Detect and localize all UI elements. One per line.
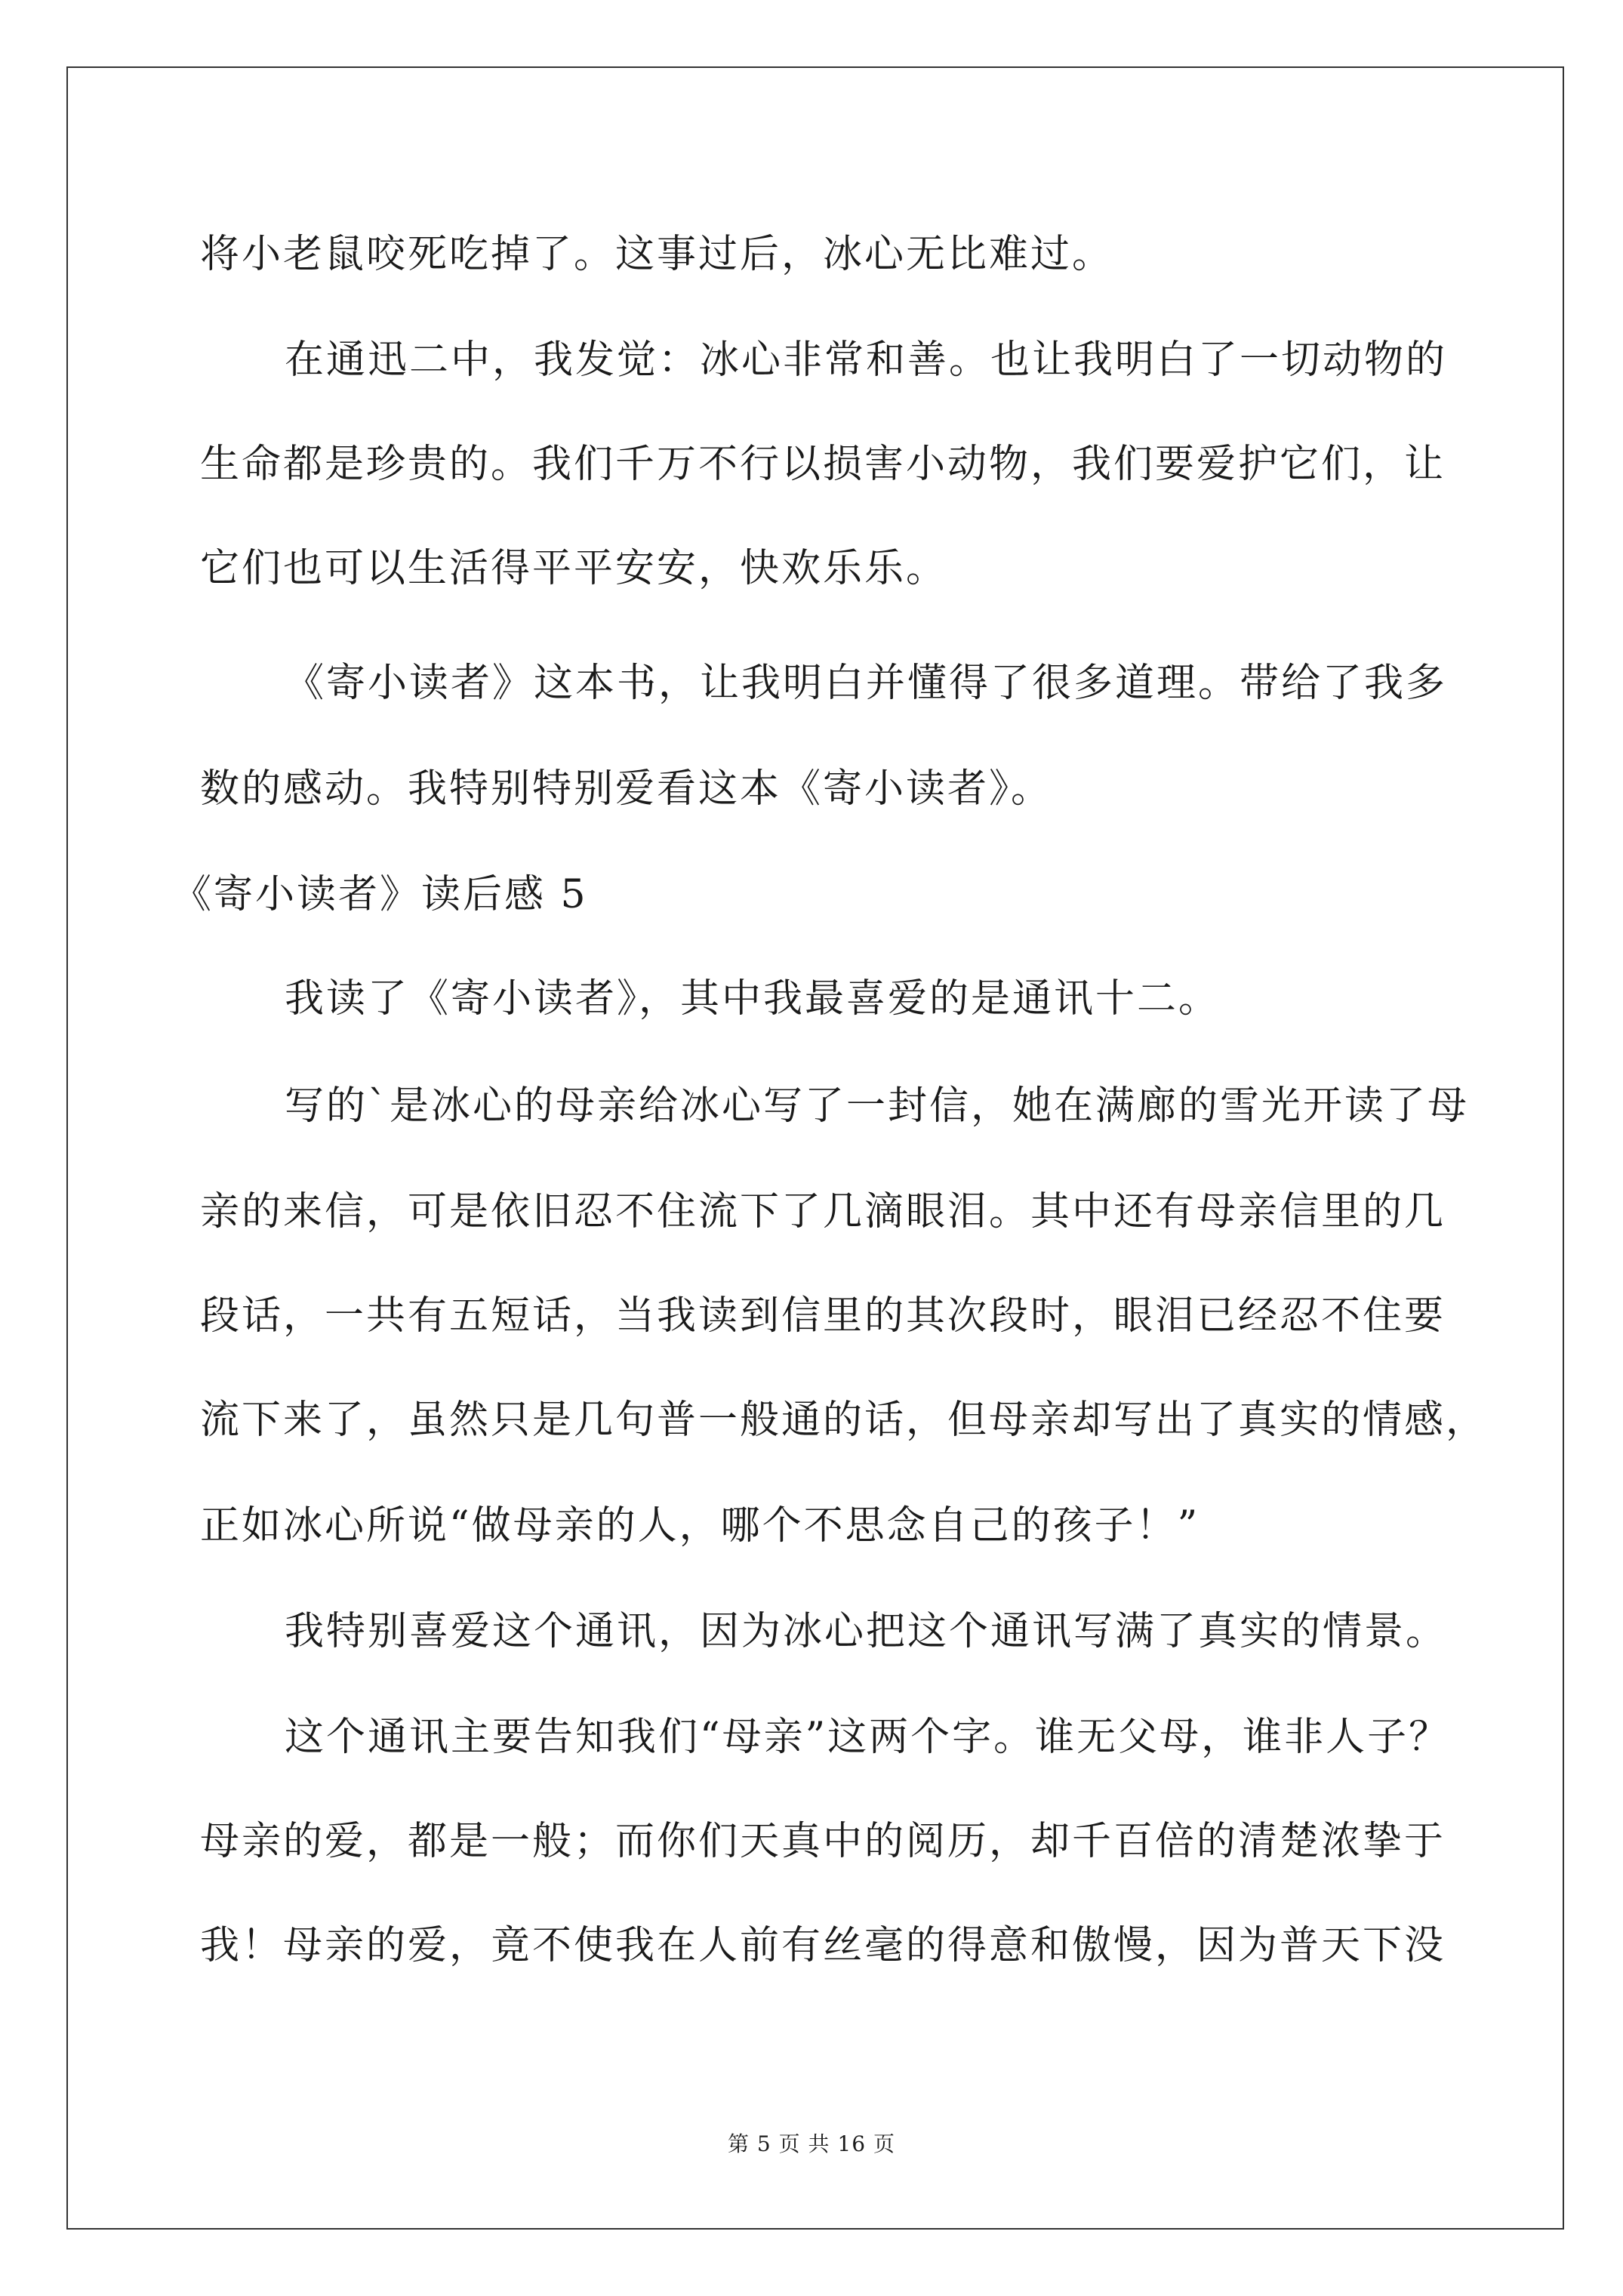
paragraph-line: 我特别喜爱这个通讯，因为冰心把这个通讯写满了真实的情景。 xyxy=(285,1609,1448,1654)
page-border xyxy=(66,66,1564,2230)
page-number-footer: 第 5 页 共 16 页 xyxy=(728,2131,895,2156)
text-line: 数的感动。我特别特别爱看这本《寄小读者》。 xyxy=(200,766,1053,812)
text-line: 我！母亲的爱，竟不使我在人前有丝毫的得意和傲慢，因为普天下没 xyxy=(200,1923,1446,1968)
text-line: 段话，一共有五短话，当我读到信里的其次段时，眼泪已经忍不住要 xyxy=(200,1293,1446,1339)
paragraph-line: 我读了《寄小读者》，其中我最喜爱的是通讯十二。 xyxy=(285,976,1221,1022)
text-line: 母亲的爱，都是一般；而你们天真中的阅历，却千百倍的清楚浓挚于 xyxy=(200,1819,1446,1864)
text-line: 流下来了，虽然只是几句普一般通的话，但母亲却写出了真实的情感， xyxy=(200,1398,1488,1443)
paragraph-line: 在通迅二中，我发觉：冰心非常和善。也让我明白了一切动物的 xyxy=(285,337,1448,383)
paragraph-line: 这个通讯主要告知我们“母亲”这两个字。谁无父母，谁非人子？ xyxy=(285,1715,1451,1760)
text-line: 它们也可以生活得平平安安，快欢乐乐。 xyxy=(200,546,948,591)
text-line: 亲的来信，可是依旧忍不住流下了几滴眼泪。其中还有母亲信里的几 xyxy=(200,1189,1446,1234)
text-line: 将小老鼠咬死吃掉了。这事过后，冰心无比难过。 xyxy=(200,232,1114,277)
text-line: 生命都是珍贵的。我们千万不行以损害小动物，我们要爱护它们，让 xyxy=(200,442,1446,487)
paragraph-line: 《寄小读者》这本书，让我明白并懂得了很多道理。带给了我多 xyxy=(285,661,1448,706)
section-heading: 《寄小读者》读后感 5 xyxy=(172,872,588,917)
paragraph-line: 写的`是冰心的母亲给冰心写了一封信，她在满廊的雪光开读了母 xyxy=(285,1083,1470,1129)
text-line: 正如冰心所说“做母亲的人，哪个不思念自己的孩子！” xyxy=(200,1503,1200,1549)
